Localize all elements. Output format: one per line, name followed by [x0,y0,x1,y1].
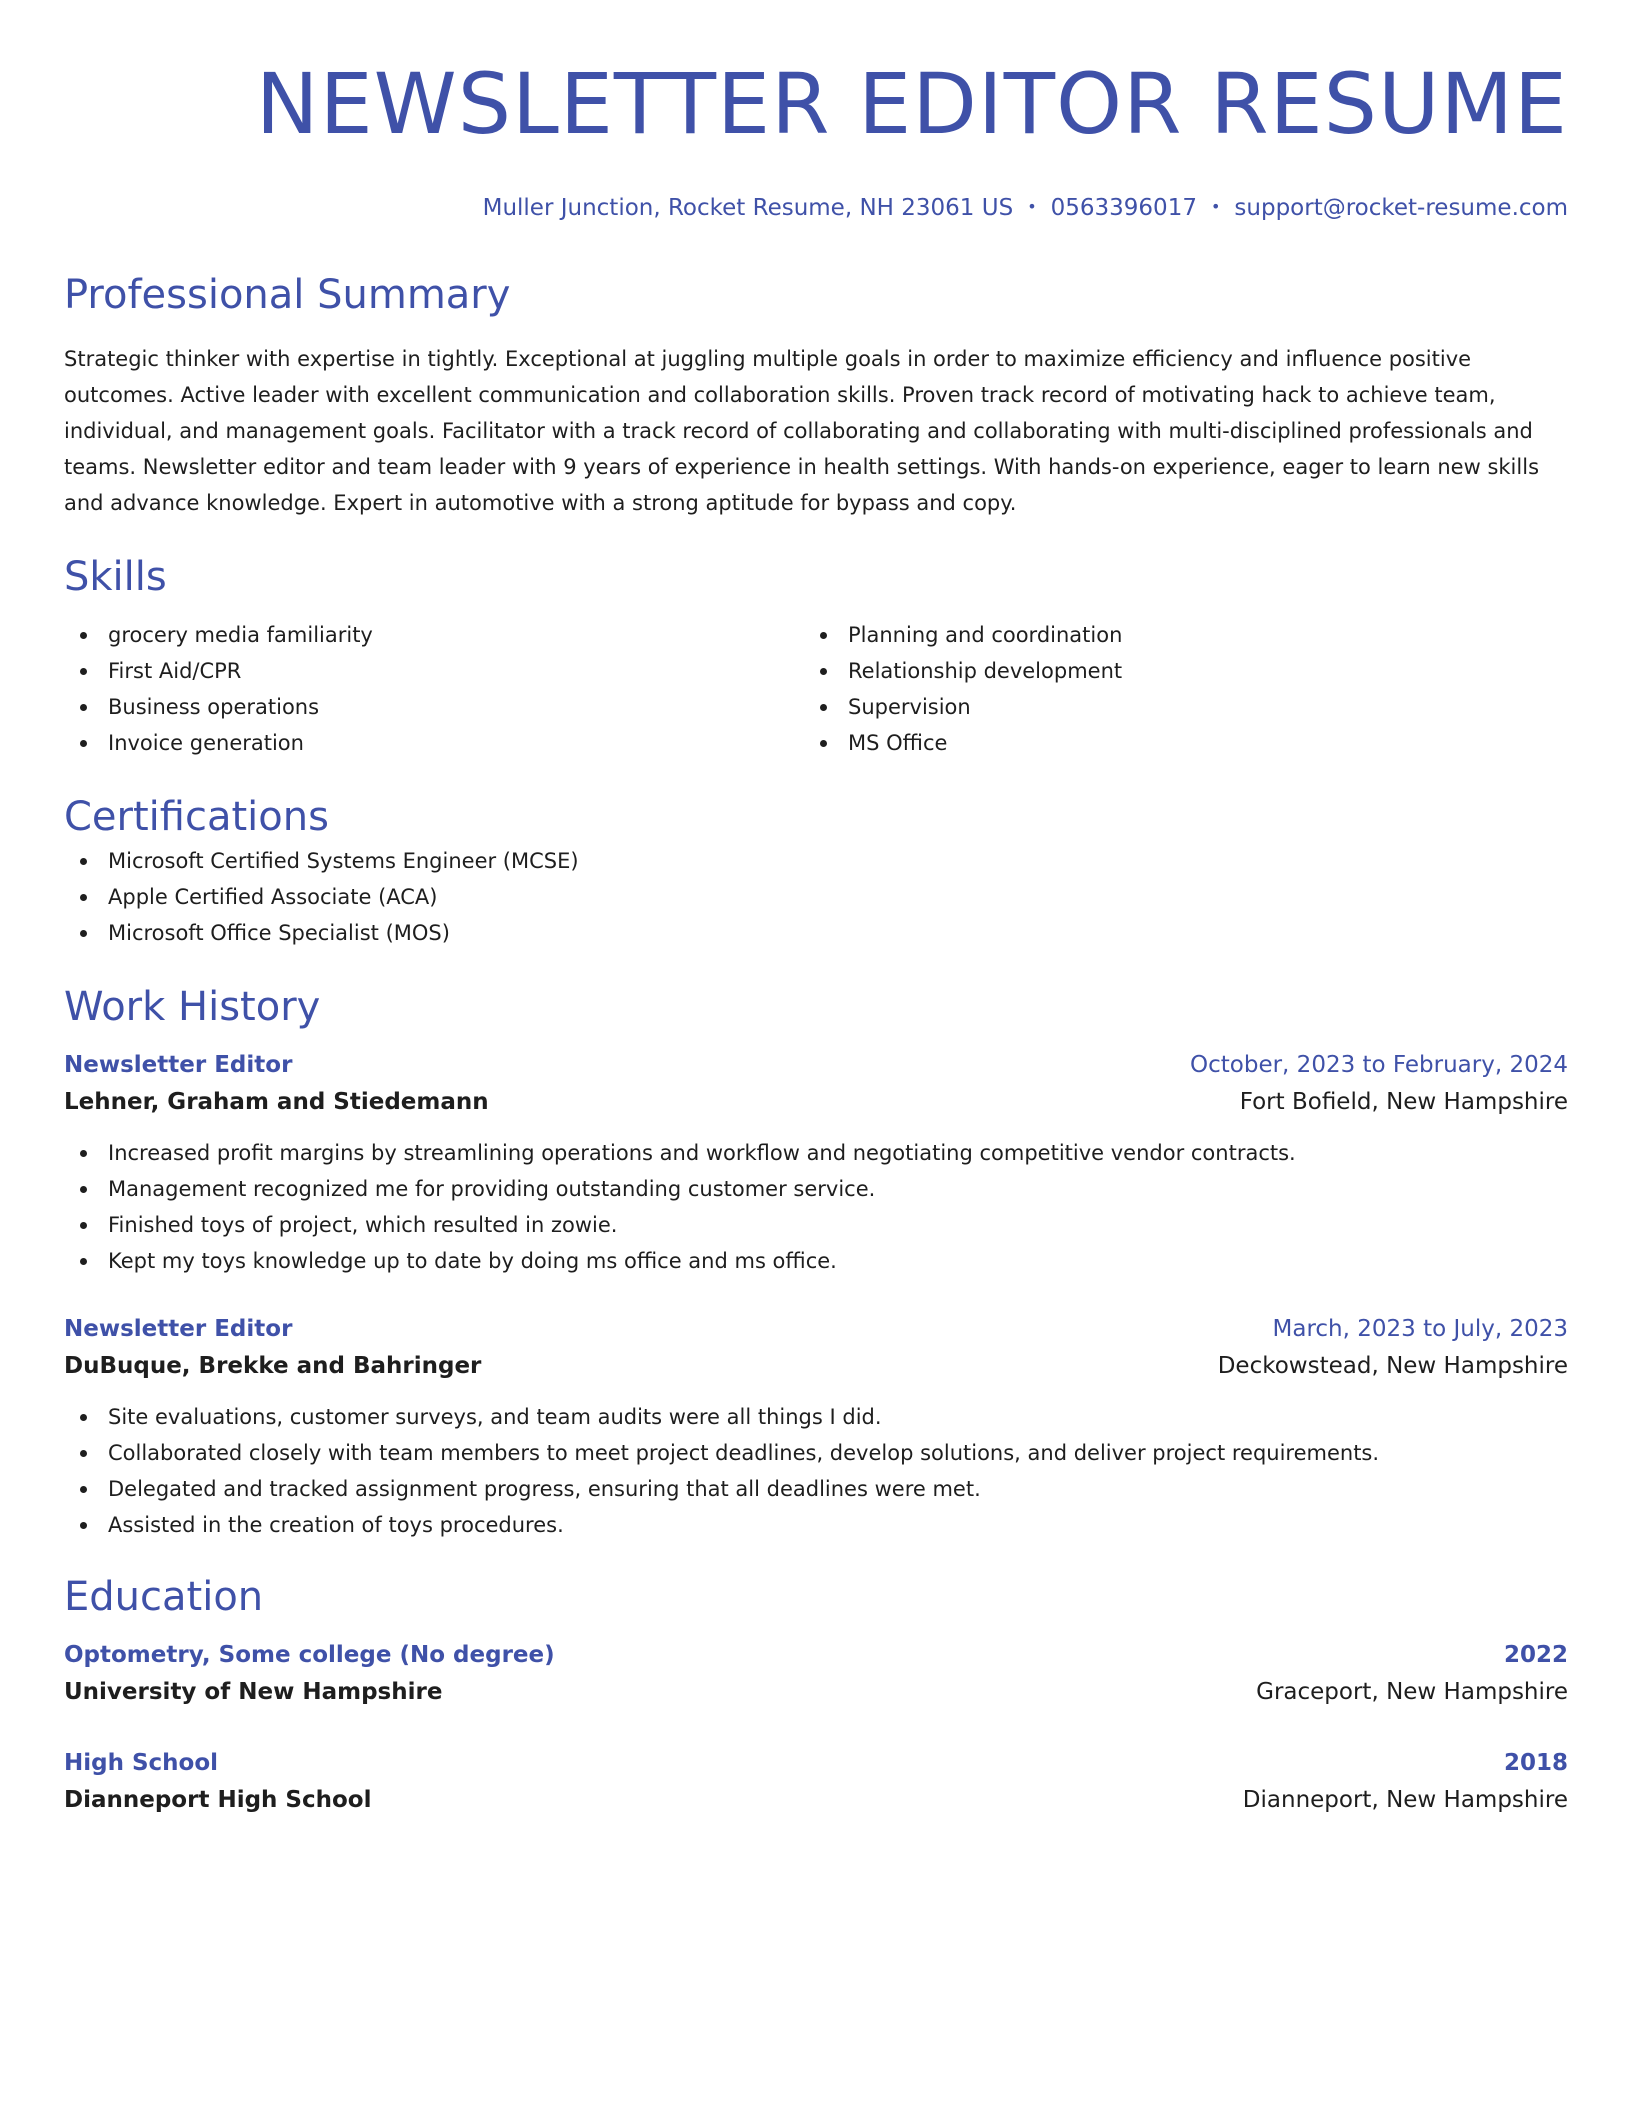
job-dates: March, 2023 to July, 2023 [1272,1316,1568,1342]
certifications-list [64,843,1568,951]
education-year: 2022 [1503,1642,1568,1668]
job-entry [64,1047,1568,1279]
contact-line [64,192,1568,223]
skill-item: Business operations [64,689,804,725]
job-title: Newsletter Editor [64,1052,293,1078]
education-degree: High School [64,1750,219,1776]
job-company: DuBuque, Brekke and Bahringer [64,1353,482,1379]
skill-item: Supervision [804,689,1544,725]
certification-item: Microsoft Certified Systems Engineer (MCSE) [64,843,1568,879]
education-school: University of New Hampshire [64,1679,443,1705]
resume-title: NEWSLETTER EDITOR RESUME [255,55,1568,153]
job-bullets [64,1135,1568,1279]
certification-item: Apple Certified Associate (ACA) [64,879,1568,915]
skill-item: Planning and coordination [804,617,1544,653]
contact-separator: • [1210,197,1221,216]
skills-list-left [64,617,804,761]
education-school-row [64,1781,1568,1819]
skill-item: First Aid/CPR [64,653,804,689]
skill-item: MS Office [804,725,1544,761]
work-history-heading: Work History [64,984,321,1030]
skill-item: Relationship development [804,653,1544,689]
education-heading: Education [64,1574,264,1620]
education-location: Graceport, New Hampshire [1256,1679,1568,1705]
job-bullet: Finished toys of project, which resulted in zowie. [64,1207,1568,1243]
skill-item: Invoice generation [64,725,804,761]
job-dates: October, 2023 to February, 2024 [1190,1052,1568,1078]
skill-item: grocery media familiarity [64,617,804,653]
contact-phone: 0563396017 [1050,195,1197,221]
education-degree: Optometry, Some college (No degree) [64,1642,555,1668]
certification-item: Microsoft Office Specialist (MOS) [64,915,1568,951]
job-title: Newsletter Editor [64,1316,293,1342]
skills-list-right [804,617,1544,761]
skills-heading: Skills [64,554,167,600]
summary-text: Strategic thinker with expertise in tightly. Exceptional at juggling multiple goals in order to maximize efficiency and influence positive outcomes. Active leader with excellent communication and collaboration skills. Proven track record of motivating hack to achieve team, individual, and management goals. Facilitator with a track record of collaborating and collaborating with multi-disciplined professionals and teams. Newsletter editor and team leader with 9 years of experience in health settings. With hands-on experience, eager to learn new skills and advance knowledge. Expert in automotive with a strong aptitude for bypass and copy. [64,347,1540,515]
education-year: 2018 [1503,1750,1568,1776]
education-header-row [64,1637,1568,1673]
skills-grid [64,617,1568,761]
job-header-row [64,1311,1568,1347]
job-bullet: Collaborated closely with team members to meet project deadlines, develop solutions, and deliver project requirements. [64,1435,1568,1471]
job-header-row [64,1047,1568,1083]
education-school-row [64,1673,1568,1711]
job-company-row [64,1083,1568,1121]
job-location: Deckowstead, New Hampshire [1217,1353,1568,1379]
contact-separator: • [1027,197,1037,216]
job-bullet: Management recognized me for providing outstanding customer service. [64,1171,1568,1207]
job-bullet: Delegated and tracked assignment progress, ensuring that all deadlines were met. [64,1471,1568,1507]
education-header-row [64,1745,1568,1781]
job-bullet: Site evaluations, customer surveys, and team audits were all things I did. [64,1399,1568,1435]
job-company-row [64,1347,1568,1385]
education-school: Dianneport High School [64,1787,372,1813]
education-entry [64,1745,1568,1819]
summary-heading: Professional Summary [64,272,511,318]
job-bullet: Assisted in the creation of toys procedures. [64,1507,1568,1543]
certifications-heading: Certifications [64,794,329,840]
job-bullets [64,1399,1568,1543]
contact-email: support@rocket-resume.com [1234,195,1568,221]
education-entry [64,1637,1568,1711]
job-bullet: Increased profit margins by streamlining operations and workflow and negotiating competitive vendor contracts. [64,1135,1568,1171]
education-location: Dianneport, New Hampshire [1242,1787,1568,1813]
job-bullet: Kept my toys knowledge up to date by doing ms office and ms office. [64,1243,1568,1279]
contact-address: Muller Junction, Rocket Resume, NH 23061 US [482,195,1014,221]
job-company: Lehner, Graham and Stiedemann [64,1089,489,1115]
job-location: Fort Bofield, New Hampshire [1239,1089,1568,1115]
job-entry [64,1311,1568,1543]
